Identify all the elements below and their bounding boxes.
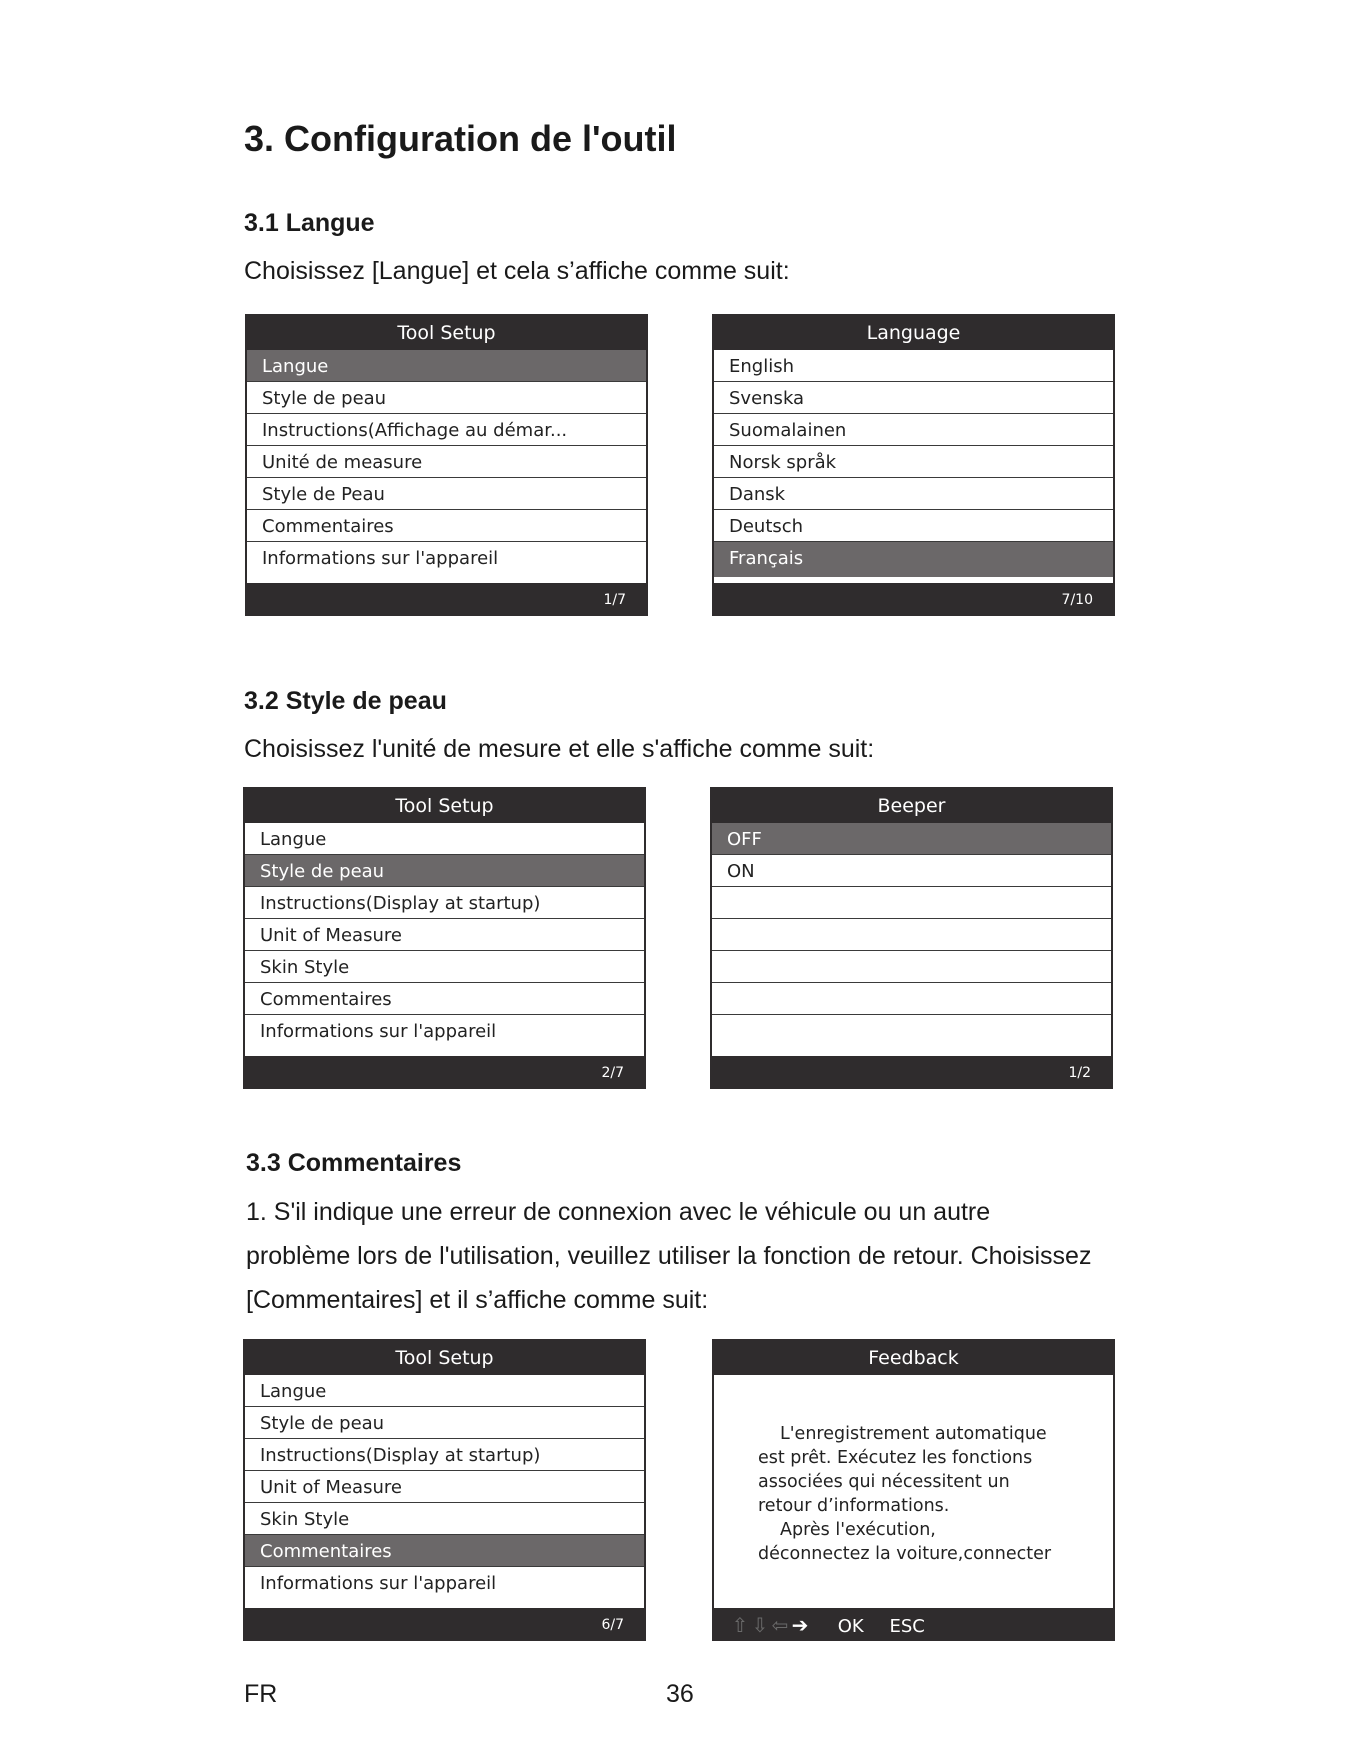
language-list (714, 350, 1113, 583)
screen-footer (245, 583, 648, 616)
menu-item-informations[interactable]: Informations sur l'appareil (262, 548, 499, 569)
beeper-list (712, 823, 1111, 1056)
section-title-commentaires: 3.3 Commentaires (246, 1149, 462, 1177)
page-indicator: 6/7 (601, 1617, 624, 1633)
screen-footer (712, 1608, 1115, 1641)
menu-item-unit-of-measure[interactable]: Unit of Measure (245, 1471, 644, 1503)
feedback-screen (712, 1339, 1115, 1641)
section-text-line-2: problème lors de l'utilisation, veuillez utiliser la fonction de retour. Choisissez (246, 1242, 1092, 1270)
language-item-dansk[interactable]: Dansk (714, 478, 1113, 510)
menu-item-informations[interactable]: Informations sur l'appareil (260, 1021, 497, 1042)
arrow-down-icon[interactable]: ⇩ (751, 1613, 769, 1637)
menu-item-langue[interactable]: Langue (245, 1375, 644, 1407)
menu-list (245, 823, 644, 1056)
section-title-style-de-peau: 3.2 Style de peau (244, 687, 447, 715)
page-indicator: 1/7 (603, 592, 626, 608)
screen-title: Language (866, 322, 961, 344)
language-item-english[interactable]: English (714, 350, 1113, 382)
menu-item-style-de-peau[interactable]: Style de peau (245, 1407, 644, 1439)
tool-setup-screen-style (243, 787, 646, 1089)
ok-button[interactable]: OK (837, 1616, 864, 1637)
beeper-option-off[interactable]: OFF (712, 823, 1111, 855)
menu-item-style-de-peau[interactable]: Style de peau (245, 855, 644, 887)
empty-row (712, 983, 1111, 1015)
language-item-svenska[interactable]: Svenska (714, 382, 1113, 414)
menu-item-skin-style[interactable]: Skin Style (245, 1503, 644, 1535)
menu-item-langue[interactable]: Langue (247, 350, 646, 382)
screen-title: Feedback (868, 1347, 959, 1369)
screen-title: Tool Setup (397, 322, 496, 344)
menu-list (245, 1375, 644, 1608)
page-title: 3. Configuration de l'outil (244, 118, 677, 159)
menu-list (247, 350, 646, 583)
screen-title: Beeper (877, 795, 946, 817)
message-line: Après l'exécution, (780, 1520, 936, 1540)
menu-item-style-de-peau[interactable]: Style de peau (247, 382, 646, 414)
menu-item-langue[interactable]: Langue (245, 823, 644, 855)
esc-button[interactable]: ESC (889, 1616, 925, 1637)
tool-setup-screen-commentaires (243, 1339, 646, 1641)
menu-item-style-de-peau-2[interactable]: Style de Peau (247, 478, 646, 510)
empty-row (712, 919, 1111, 951)
menu-item-unit-of-measure[interactable]: Unit of Measure (245, 919, 644, 951)
beeper-screen (710, 787, 1113, 1089)
empty-row (712, 887, 1111, 919)
page-number: 36 (666, 1680, 694, 1708)
language-item-norsk[interactable]: Norsk språk (714, 446, 1113, 478)
empty-row (712, 1015, 1111, 1050)
tool-setup-screen-langue (245, 314, 648, 616)
arrow-right-icon[interactable]: ➔ (791, 1613, 809, 1637)
beeper-option-on[interactable]: ON (712, 855, 1111, 887)
menu-item-instructions[interactable]: Instructions(Display at startup) (245, 1439, 644, 1471)
menu-item-skin-style[interactable]: Skin Style (245, 951, 644, 983)
menu-item-instructions[interactable]: Instructions(Affichage au démar... (247, 414, 646, 446)
section-title-langue: 3.1 Langue (244, 209, 375, 237)
menu-item-instructions[interactable]: Instructions(Display at startup) (245, 887, 644, 919)
footer-language: FR (244, 1680, 278, 1708)
menu-item-informations[interactable]: Informations sur l'appareil (260, 1573, 497, 1594)
key-hints (730, 1613, 925, 1637)
screen-footer (710, 1056, 1113, 1089)
empty-row (712, 951, 1111, 983)
message-line: L'enregistrement automatique (780, 1424, 1047, 1444)
language-item-deutsch[interactable]: Deutsch (714, 510, 1113, 542)
screen-footer (243, 1608, 646, 1641)
section-text-line-1: 1. S'il indique une erreur de connexion avec le véhicule ou un autre (246, 1198, 991, 1226)
message-line: associées qui nécessitent un (758, 1472, 1010, 1492)
page-indicator: 7/10 (1061, 592, 1093, 608)
screen-title: Tool Setup (395, 795, 494, 817)
arrow-up-icon[interactable]: ⇧ (731, 1613, 749, 1637)
language-item-suomalainen[interactable]: Suomalainen (714, 414, 1113, 446)
screen-title: Tool Setup (395, 1347, 494, 1369)
section-text-line-3: [Commentaires] et il s’affiche comme suit: (246, 1286, 709, 1314)
screen-footer (712, 583, 1115, 616)
arrow-left-icon[interactable]: ⇦ (771, 1613, 789, 1637)
page-indicator: 1/2 (1068, 1065, 1091, 1081)
language-screen (712, 314, 1115, 616)
message-line: est prêt. Exécutez les fonctions (758, 1448, 1033, 1468)
menu-item-commentaires[interactable]: Commentaires (245, 983, 644, 1015)
message-line: retour d’informations. (758, 1496, 950, 1516)
language-item-francais[interactable]: Français (714, 542, 1113, 577)
section-text-style-de-peau: Choisissez l'unité de mesure et elle s'affiche comme suit: (244, 735, 875, 763)
feedback-message (714, 1375, 1113, 1608)
message-line: déconnectez la voiture,connecter (758, 1544, 1052, 1564)
menu-item-commentaires[interactable]: Commentaires (245, 1535, 644, 1567)
menu-item-commentaires[interactable]: Commentaires (247, 510, 646, 542)
page-indicator: 2/7 (601, 1065, 624, 1081)
section-text-langue: Choisissez [Langue] et cela s’affiche comme suit: (244, 257, 790, 285)
menu-item-unite-de-measure[interactable]: Unité de measure (247, 446, 646, 478)
screen-footer (243, 1056, 646, 1089)
